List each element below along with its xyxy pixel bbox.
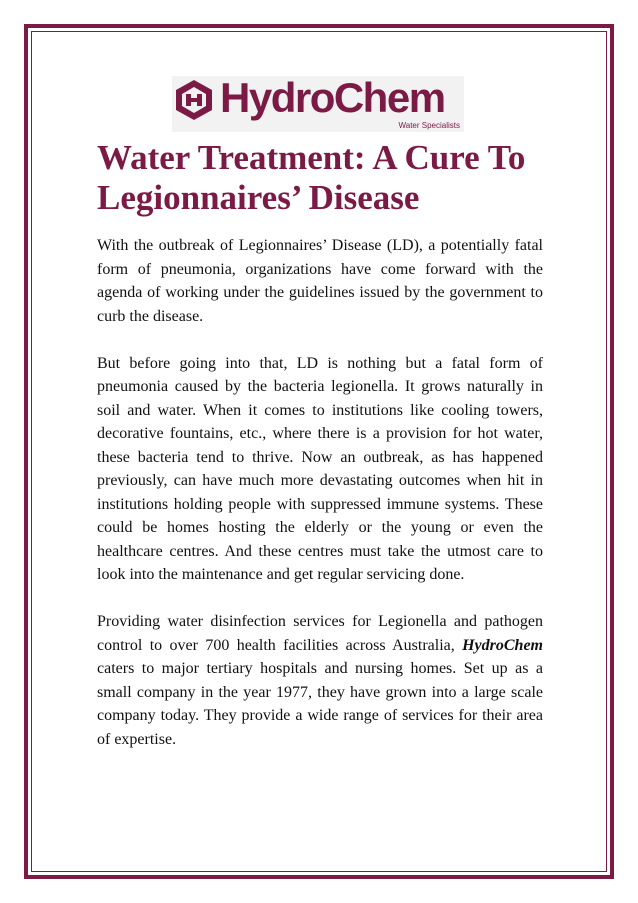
logo-wordmark: HydroChem xyxy=(220,74,445,121)
hydrochem-hexagon-icon xyxy=(172,78,216,122)
paragraph-hydrochem-start: Providing water disinfection services for Legionella and pathogen control to over 700 health facilities across Australia, xyxy=(97,613,543,654)
logo-tagline: Water Specialists xyxy=(398,121,460,130)
paragraph-hydrochem xyxy=(97,610,543,751)
brand-name-inline: HydroChem xyxy=(462,636,543,654)
paragraph-hydrochem-end: caters to major tertiary hospitals and nursing homes. Set up as a small company in the year 1977, they have grown into a large scale company today. They provide a wide range of services for their area of expertise. xyxy=(97,660,543,748)
paragraph-about-ld: But before going into that, LD is nothing but a fatal form of pneumonia caused by the bacteria legionella. It grows naturally in soil and water. When it comes to institutions like cooling towers, decorative fountains, etc., where there is a provision for hot water, these bacteria tend to thrive. Now an outbreak, as has happened previously, can have much more devastating outcomes when hit in institutions holding people with suppressed immune systems. These could be homes hosting the elderly or the young or even the healthcare centres. And these centres must take the utmost care to look into the maintenance and get regular servicing done. xyxy=(97,354,543,583)
article-title: Water Treatment: A Cure To Legionnaires’ Disease xyxy=(97,138,526,217)
hydrochem-logo xyxy=(172,76,464,132)
paragraph-intro: With the outbreak of Legionnaires’ Disease (LD), a potentially fatal form of pneumonia, organizations have come forward with the agenda of working under the guidelines issued by the government to curb the disease. xyxy=(97,237,543,325)
article-body xyxy=(97,234,543,775)
